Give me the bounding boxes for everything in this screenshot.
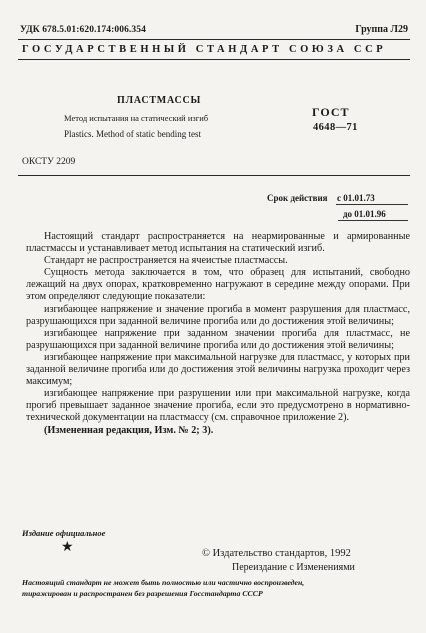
subtitle-english: Plastics. Method of static bending test (64, 129, 201, 139)
paragraph-exclusion: Стандарт не распространяется на ячеистые пластмассы. (44, 255, 288, 267)
official-edition-label: Издание официальное (22, 528, 106, 538)
paragraph-scope: Настоящий стандарт распространяется на неармированные и армированные пластмассы и устанавливает метод испытания на статический изгиб. (26, 231, 410, 255)
reproduction-notice-line-2: тиражирован и распространен без разрешения Госстандарта СССР (22, 589, 263, 598)
group-code: Группа Л29 (355, 24, 408, 35)
document-title: ПЛАСТМАССЫ (117, 95, 202, 106)
state-standard-heading: ГОСУДАРСТВЕННЫЙ СТАНДАРТ СОЮЗА ССР (22, 44, 387, 55)
subtitle-russian: Метод испытания на статический изгиб (64, 113, 209, 123)
validity-label: Срок действия (267, 193, 328, 203)
reprint-line: Переиздание с Изменениями (232, 562, 355, 573)
reproduction-notice-line-1: Настоящий стандарт не может быть полностью или частично воспроизведен, (22, 578, 305, 587)
paragraph-indicator-3: изгибающее напряжение при максимальной нагрузке для пластмасс, у которых при заданной величине прогиба или до достижения этой величины нагрузка проходит через максимум; (26, 351, 410, 388)
copyright-line: © Издательство стандартов, 1992 (202, 548, 351, 559)
validity-to: до 01.01.96 (343, 209, 386, 219)
udk-code: УДК 678.5.01:620.174:006.354 (20, 25, 146, 35)
validity-from: с 01.01.73 (337, 193, 375, 203)
gost-number: 4648—71 (313, 122, 358, 133)
paragraph-indicator-1: изгибающее напряжение и значение прогиба в момент разрушения для пластмасс, разрушающихся при заданной величине прогиба или до достижения этой величины; (26, 303, 410, 327)
validity-from-underline (336, 204, 408, 205)
paragraph-indicator-2: изгибающее напряжение при заданном значении прогиба для пластмасс, не разрушающихся при заданной величине прогиба или до достижения этой величины; (26, 327, 410, 351)
validity-to-underline (338, 220, 408, 221)
paragraph-amendment-note: (Измененная редакция, Изм. № 2; 3). (44, 424, 214, 436)
main-text (26, 231, 410, 437)
star-icon: ★ (61, 540, 74, 555)
header-rule-bottom (18, 59, 410, 60)
okstu-code: ОКСТУ 2209 (22, 157, 76, 167)
reproduction-notice (22, 577, 408, 599)
paragraph-indicator-4: изгибающее напряжение при разрушении или при максимальной нагрузке, когда прогиб превышает заданное значение прогиба, если это предусмотрено в нормативно-технической документации на пластмассу (см. справочное приложение 2). (26, 388, 410, 424)
gost-label: ГОСТ (312, 105, 350, 119)
paragraph-method-essence: Сущность метода заключается в том, что образец для испытаний, свободно лежащий на двух опорах, кратковременно нагружают в середине между опорами. При этом определяют следующие показатели: (26, 267, 410, 303)
section-rule (18, 175, 410, 176)
header-rule-top (18, 39, 410, 40)
